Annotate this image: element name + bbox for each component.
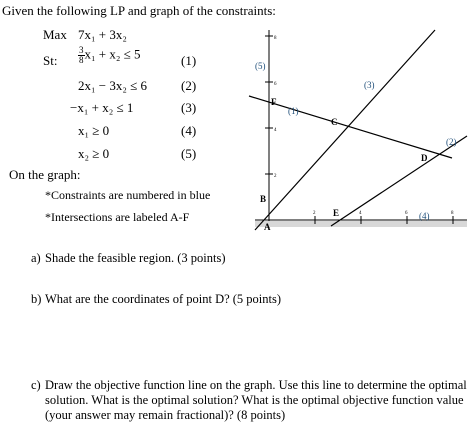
constraint-2-number: (2) [181,78,197,93]
y-tick-6: 6 [274,82,277,87]
question-c-line-1: Draw the objective function line on the graph. Use this line to determine the optimal [45,378,467,392]
constraint-label-1: (1) [288,106,299,116]
objective-label: Max [43,27,67,42]
constraint-3-number: (3) [181,100,197,115]
y-tick-2: 2 [274,174,277,179]
constraint-2: 2x₁ − 3x₂ ≤ 6 [78,78,148,93]
x-tick-4: 4 [359,211,362,216]
constraint-label-3: (3) [364,80,375,90]
y-tick-8: 8 [274,36,277,41]
question-a-label: a) [31,251,41,265]
st-label: St: [43,53,58,68]
constraint-1-rest: x₁ + x₂ ≤ 5 [84,46,141,62]
fraction-denominator: 8 [79,55,84,65]
question-c-line-2: solution. What is the optimal solution? What is the optimal objective function value [45,393,464,407]
constraint-graph [245,28,471,240]
constraint-label-5: (5) [255,61,266,71]
constraint-1-number: (1) [181,53,197,68]
x-tick-8: 8 [451,211,454,216]
constraint-4-number: (4) [181,123,197,138]
question-c-line-3: (your answer may remain fractional)? (8 points) [45,408,286,422]
constraint-label-2: (2) [446,137,457,147]
constraint-1 [78,46,141,65]
constraint-line-3 [255,30,435,230]
constraint-3: −x₁ + x₂ ≤ 1 [70,100,134,115]
point-label-e: E [333,208,340,218]
x-tick-2: 2 [313,211,316,216]
graph-intro: On the graph: [9,167,81,182]
constraint-5: x₂ ≥ 0 [78,146,110,161]
note-numbered: *Constraints are numbered in blue [45,188,211,202]
point-label-c: C [331,117,338,127]
point-label-d: D [421,153,428,163]
point-label-a: A [264,222,271,232]
constraint-label-4: (4) [419,211,430,221]
y-ticks [265,36,277,179]
objective-expr: 7x₁ + 3x₂ [78,27,127,42]
question-b-text: What are the coordinates of point D? (5 points) [45,292,282,306]
constraint-4: x₁ ≥ 0 [78,123,110,138]
fraction-numerator: 3 [79,45,84,55]
constraint-5-number: (5) [181,146,197,161]
constraint-line-2 [331,136,467,226]
intro-text: Given the following LP and graph of the constraints: [2,3,276,18]
constraint-line-1 [249,96,452,158]
x-tick-6: 6 [405,211,408,216]
point-label-f: F [271,97,277,107]
y-tick-4: 4 [274,128,277,133]
question-c-label: c) [31,378,41,392]
note-intersections: *Intersections are labeled A-F [45,210,190,224]
question-a-text: Shade the feasible region. (3 points) [45,251,226,265]
question-b-label: b) [31,292,42,306]
point-label-b: B [260,194,267,204]
